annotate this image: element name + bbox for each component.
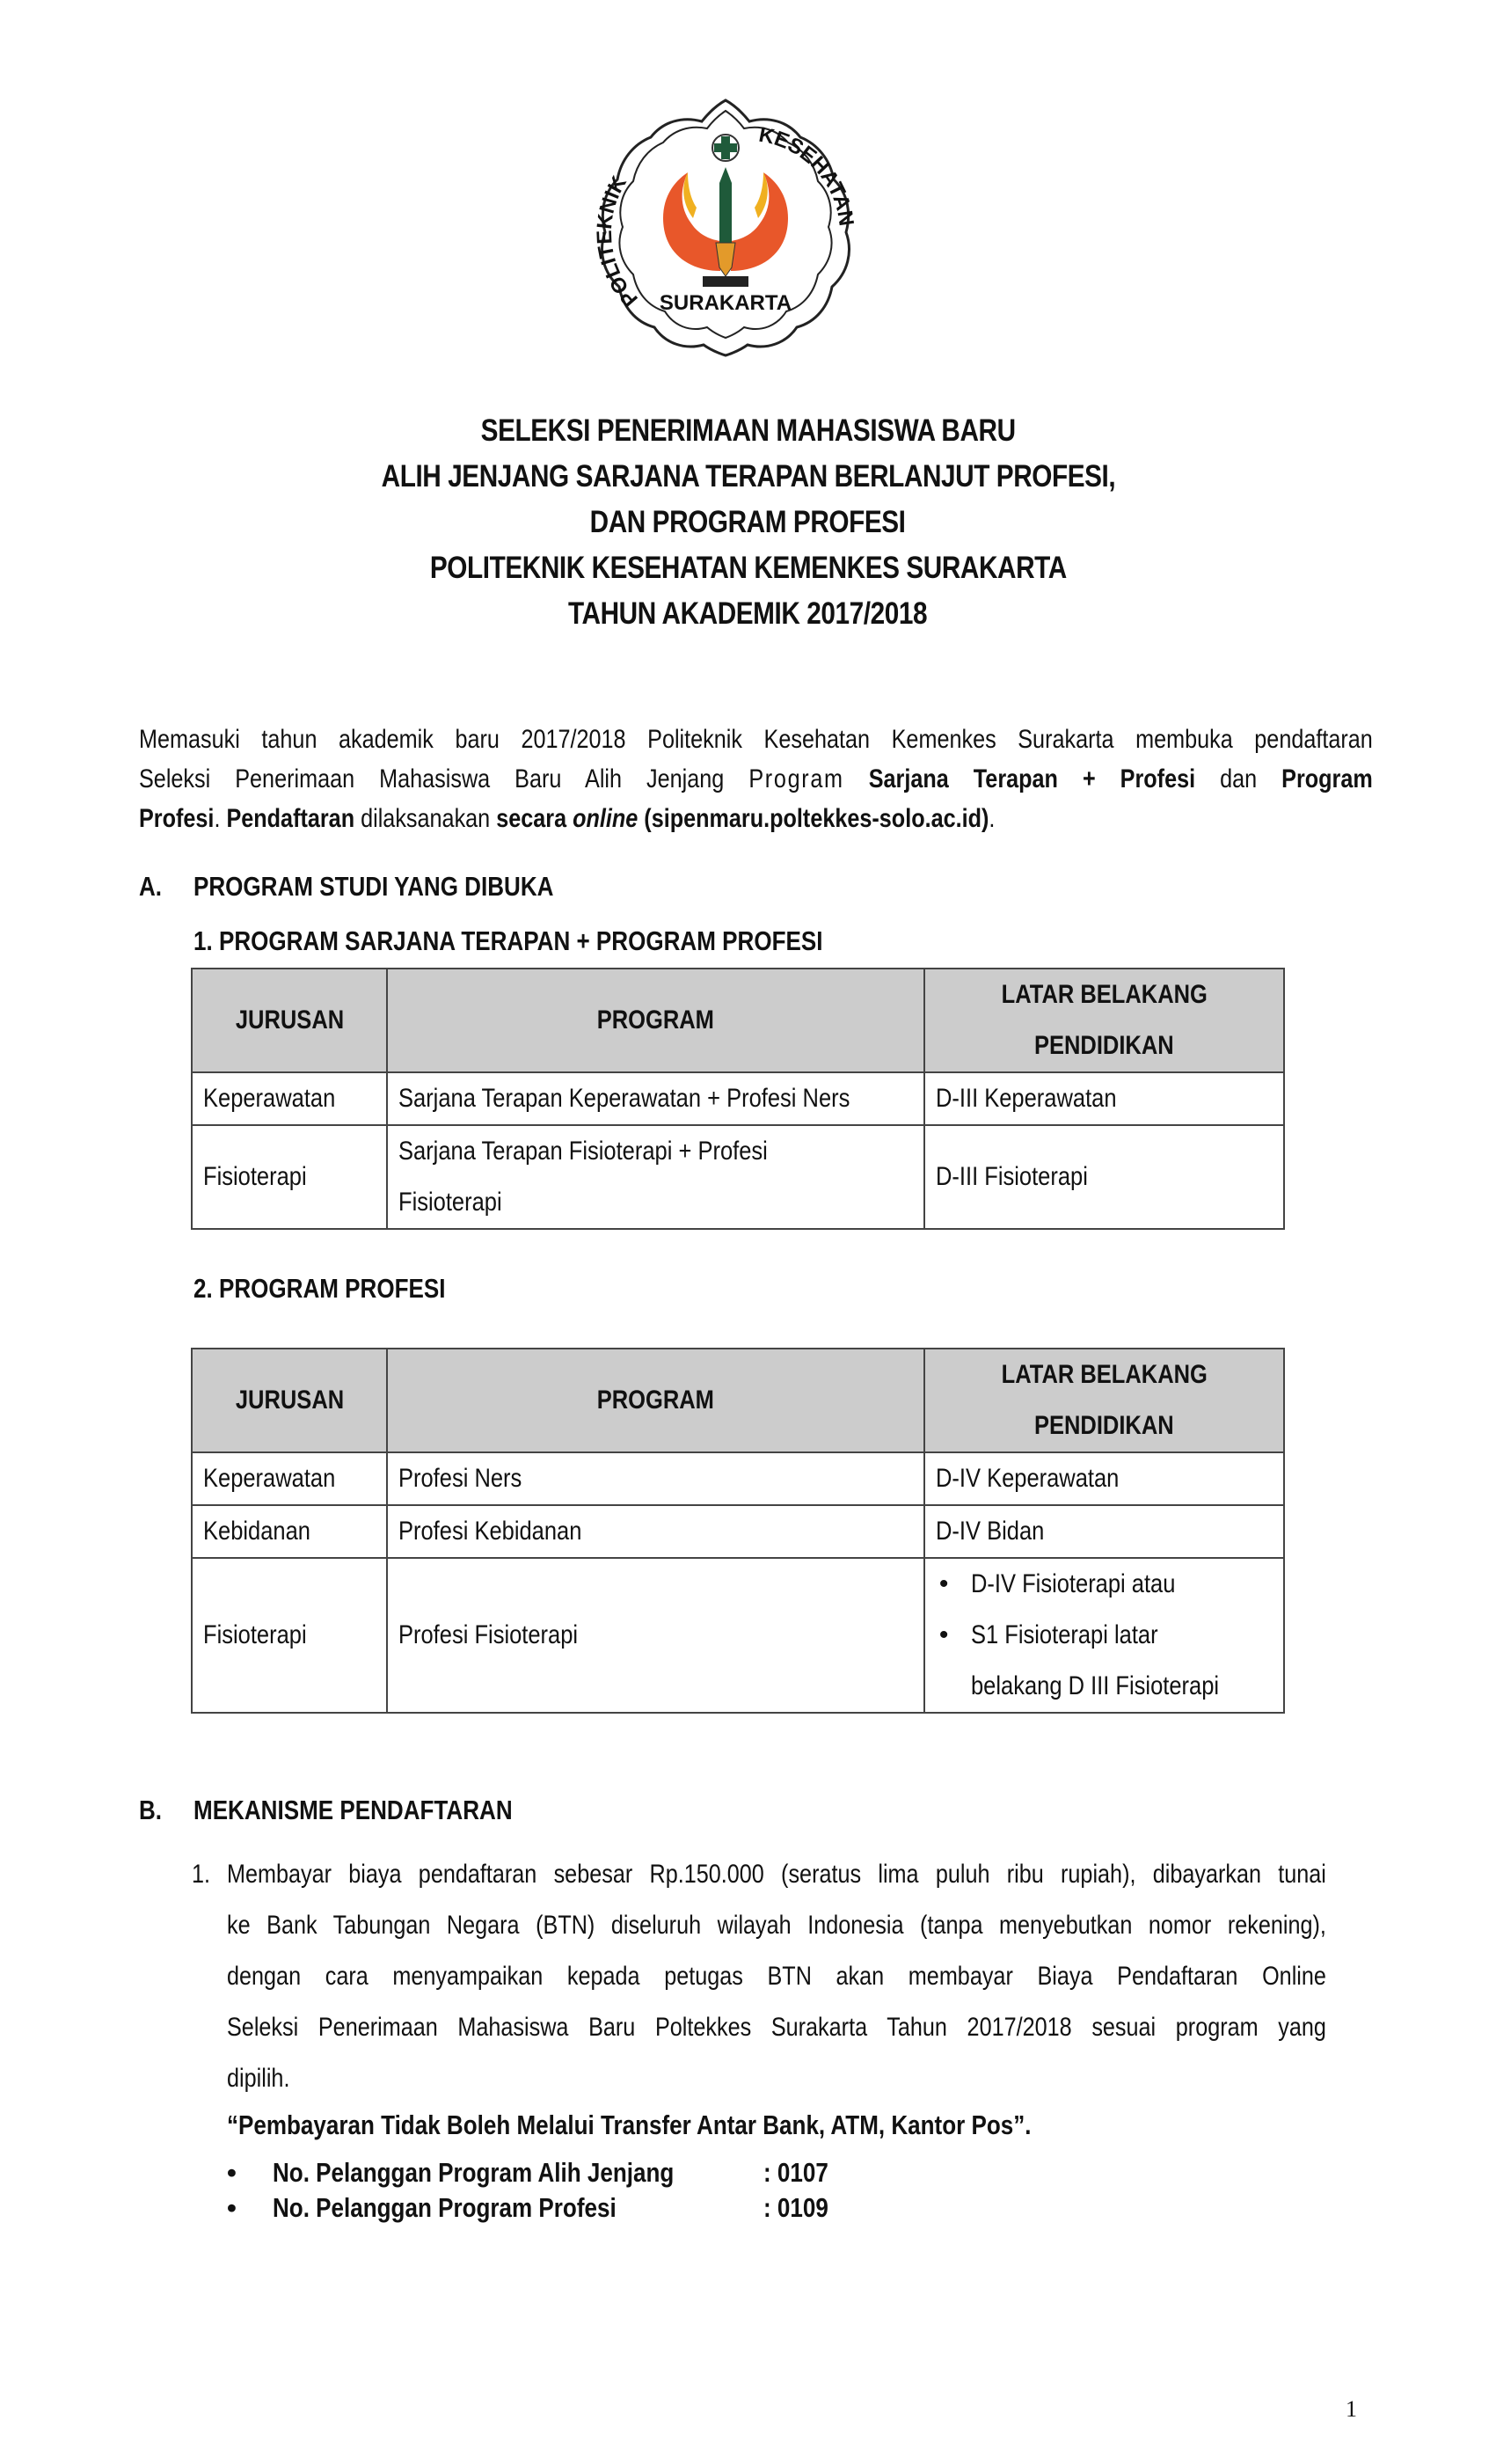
- cell-jurusan: Fisioterapi: [192, 1125, 387, 1229]
- title-line-3: DAN PROGRAM PROFESI: [590, 505, 906, 539]
- item-number: 1.: [192, 1860, 211, 1889]
- cell-latar: D-III Keperawatan: [924, 1072, 1284, 1125]
- intro-line-2: Seleksi Penerimaan Mahasiswa Baru Alih Jenjang Program Sarjana Terapan + Profesi dan Program: [139, 764, 1373, 793]
- header-program: PROGRAM: [387, 1349, 924, 1452]
- cell-program: Sarjana Terapan Fisioterapi + Profesi Fisioterapi: [387, 1125, 924, 1229]
- customer-number-label: No. Pelanggan Program Profesi: [273, 2192, 617, 2223]
- header-latar-belakang: LATAR BELAKANG PENDIDIKAN: [924, 1349, 1284, 1452]
- intro-paragraph: [139, 720, 1372, 838]
- header-jurusan: JURUSAN: [192, 969, 387, 1072]
- title-line-5: TAHUN AKADEMIK 2017/2018: [568, 596, 928, 631]
- cell-jurusan: Keperawatan: [192, 1072, 387, 1125]
- section-b-title: MEKANISME PENDAFTARAN: [193, 1795, 513, 1825]
- cell-program: Sarjana Terapan Keperawatan + Profesi Ners: [387, 1072, 924, 1125]
- cell-program: Profesi Kebidanan: [387, 1505, 924, 1558]
- cell-latar: [924, 1558, 1284, 1713]
- table-row: [192, 1072, 1284, 1125]
- table-header-row: [192, 969, 1284, 1072]
- customer-number-value: : 0109: [763, 2192, 828, 2223]
- bullet-icon: •: [227, 2157, 237, 2188]
- header-jurusan: JURUSAN: [192, 1349, 387, 1452]
- intro-line-1: Memasuki tahun akademik baru 2017/2018 Politeknik Kesehatan Kemenkes Surakarta membuka pendaftaran: [139, 725, 1373, 754]
- customer-number-label: No. Pelanggan Program Alih Jenjang: [273, 2157, 675, 2188]
- intro-line-3: Profesi. Pendaftaran dilaksanakan secara online (sipenmaru.poltekkes-solo.ac.id).: [139, 804, 996, 833]
- table-header-row: [192, 1349, 1284, 1452]
- subsection-1-title: 1. PROGRAM SARJANA TERAPAN + PROGRAM PROFESI: [193, 925, 823, 956]
- cell-jurusan: Kebidanan: [192, 1505, 387, 1558]
- bullet-icon: •: [227, 2192, 237, 2223]
- section-b-letter: B.: [139, 1795, 163, 1825]
- cell-program: Profesi Fisioterapi: [387, 1558, 924, 1713]
- section-a-title: PROGRAM STUDI YANG DIBUKA: [193, 871, 554, 902]
- cell-jurusan: Fisioterapi: [192, 1558, 387, 1713]
- header-latar-belakang: LATAR BELAKANG PENDIDIKAN: [924, 969, 1284, 1072]
- cell-program: Profesi Ners: [387, 1452, 924, 1505]
- website-link[interactable]: (sipenmaru.poltekkes-solo.ac.id): [638, 804, 989, 833]
- title-line-2: ALIH JENJANG SARJANA TERAPAN BERLANJUT PROFESI,: [381, 459, 1115, 494]
- cell-latar: D-IV Keperawatan: [924, 1452, 1284, 1505]
- poltekkes-emblem-icon: [593, 95, 858, 361]
- svg-text:KESEHATAN: KESEHATAN: [756, 122, 858, 228]
- table-row: [192, 1558, 1284, 1713]
- customer-number-value: : 0107: [763, 2157, 828, 2188]
- table-program-profesi: [191, 1348, 1285, 1714]
- title-line-1: SELEKSI PENERIMAAN MAHASISWA BARU: [480, 413, 1016, 448]
- cell-latar: D-III Fisioterapi: [924, 1125, 1284, 1229]
- header-program: PROGRAM: [387, 969, 924, 1072]
- section-a-letter: A.: [139, 871, 163, 902]
- svg-text:POLITEKNIK: POLITEKNIK: [593, 172, 643, 311]
- item-body: Membayar biaya pendaftaran sebesar Rp.150.000 (seratus lima puluh ribu rupiah), dibayarkan tunai ke Bank Tabungan Negara (BTN) diseluruh wilayah Indonesia (tanpa menyebutkan nomor rekening), dengan cara menyampaikan kepada petugas BTN akan membayar Biaya Pendaftaran Online Seleksi Penerimaan Mahasiswa Baru Poltekkes Surakarta Tahun 2017/2018 sesuai program yang dipilih.: [227, 1860, 1326, 2093]
- table-sarjana-terapan-profesi: [191, 968, 1285, 1230]
- subsection-2-title: 2. PROGRAM PROFESI: [193, 1273, 446, 1304]
- institution-logo: [593, 95, 858, 361]
- logo-surakarta-text: SURAKARTA: [659, 291, 792, 315]
- table-row: [192, 1452, 1284, 1505]
- latar-bullet-item: • D-IV Fisioterapi atau: [936, 1559, 1273, 1610]
- table-row: [192, 1125, 1284, 1229]
- latar-bullet-list: [936, 1559, 1273, 1712]
- payment-warning: “Pembayaran Tidak Boleh Melalui Transfer Antar Bank, ATM, Kantor Pos”.: [227, 2109, 1032, 2140]
- page-number: 1: [1346, 2396, 1357, 2422]
- latar-bullet-item: • S1 Fisioterapi latar belakang D III Fisioterapi: [936, 1610, 1273, 1712]
- cell-latar: D-IV Bidan: [924, 1505, 1284, 1558]
- title-line-4: POLITEKNIK KESEHATAN KEMENKES SURAKARTA: [429, 551, 1067, 585]
- cell-jurusan: Keperawatan: [192, 1452, 387, 1505]
- table-row: [192, 1505, 1284, 1558]
